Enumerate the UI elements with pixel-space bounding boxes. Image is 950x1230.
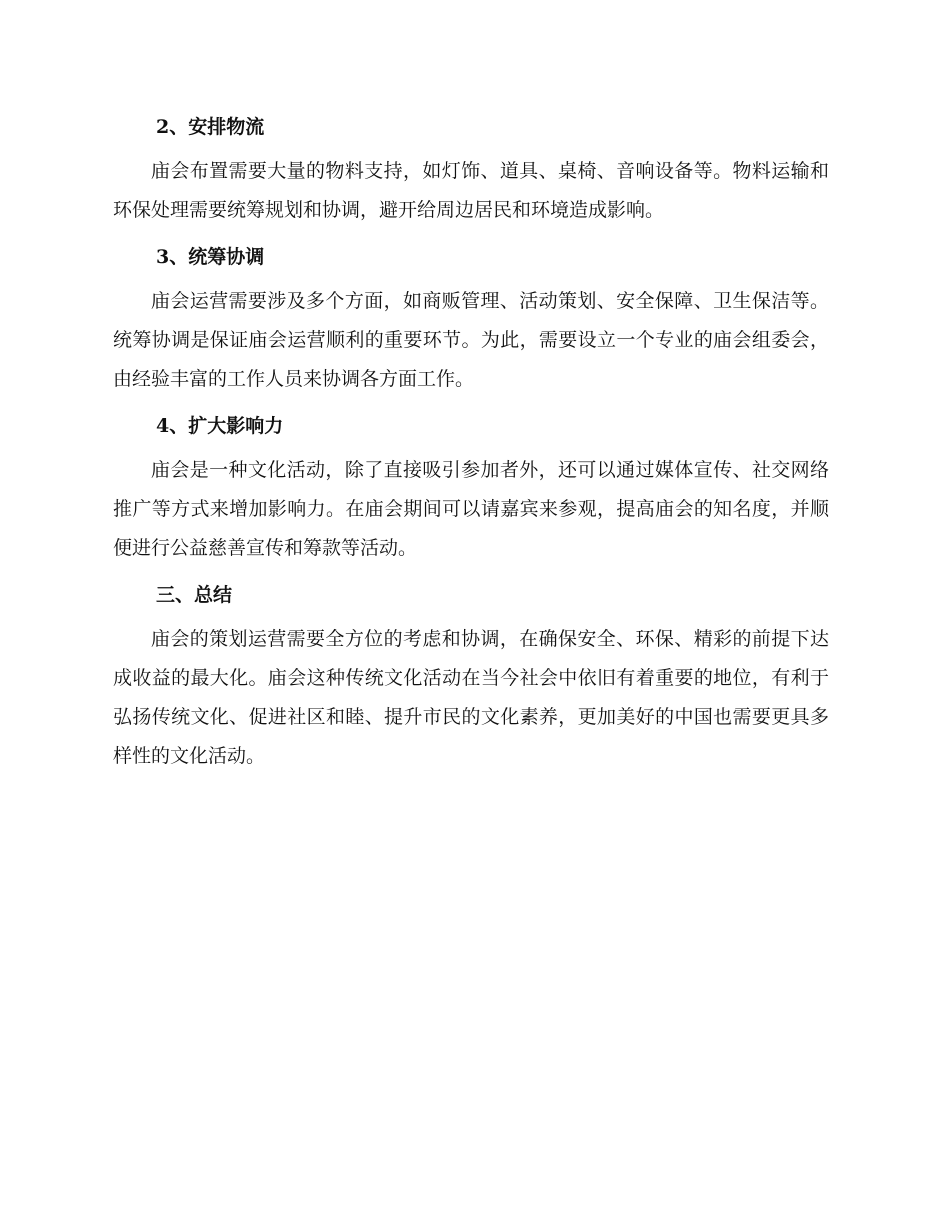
section-heading-summary: 三、总结 [156, 584, 233, 606]
section-heading-coordination: 3、统筹协调 [156, 246, 265, 268]
section-heading-influence: 4、扩大影响力 [156, 415, 284, 437]
section-paragraph-summary: 庙会的策划运营需要全方位的考虑和协调，在确保安全、环保、精彩的前提下达成收益的最大化。庙会这种传统文化活动在当今社会中依旧有着重要的地位，有利于弘扬传统文化、促进社区和睦、提升市民的文化素养，更加美好的中国也需要更具多样性的文化活动。 [113, 628, 829, 767]
section-paragraph-logistics: 庙会布置需要大量的物料支持，如灯饰、道具、桌椅、音响设备等。物料运输和环保处理需要统筹规划和协调，避开给周边居民和环境造成影响。 [113, 160, 829, 221]
section-paragraph-influence: 庙会是一种文化活动，除了直接吸引参加者外，还可以通过媒体宣传、社交网络推广等方式来增加影响力。在庙会期间可以请嘉宾来参观，提高庙会的知名度，并顺便进行公益慈善宣传和筹款等活动。 [113, 459, 829, 559]
section-paragraph-coordination: 庙会运营需要涉及多个方面，如商贩管理、活动策划、安全保障、卫生保洁等。统筹协调是保证庙会运营顺利的重要环节。为此，需要设立一个专业的庙会组委会，由经验丰富的工作人员来协调各方面工作。 [113, 290, 829, 390]
section-heading-logistics: 2、安排物流 [156, 116, 265, 138]
document-body [113, 110, 829, 776]
